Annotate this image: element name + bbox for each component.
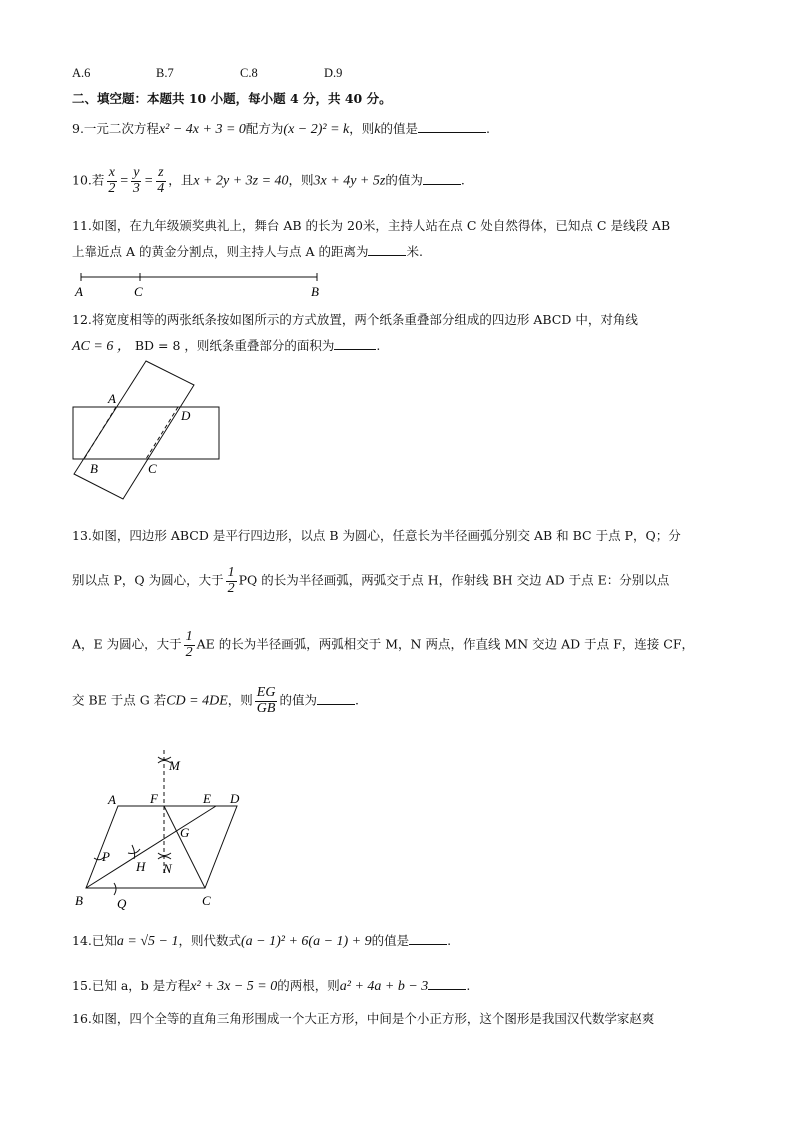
question-9: 9.一元二次方程x² − 4x + 3 = 0配方为(x − 2)² = k，则k的值是 . [72,121,490,137]
ray-be [86,806,216,888]
answer-blank [418,120,486,133]
hidden-edge-ab [84,407,116,459]
segment-figure [72,270,332,300]
label-b: B [75,893,83,908]
label-c: C [134,284,143,299]
paper-strips-figure [70,358,230,500]
label-b: B [90,461,98,476]
label-f: F [150,791,158,806]
question-15: 15.已知 a，b 是方程x² + 3x − 5 = 0的两根，则a² + 4a + b − 3 . [72,978,471,994]
question-10: 10.若 $\frac{x}{2}$ = $\frac{y}{3}$ = $\frac{z}{4}$ ，且x + 2y + 3z = 40，则3x + 4y + 5z的值为 . [72,165,465,196]
choices-row [72,65,408,81]
arc-n-1 [158,853,171,856]
label-a: A [75,284,83,299]
question-14: 14.已知a = √5 − 1，则代数式(a − 1)² + 6(a − 1) + 9的值是 . [72,933,452,949]
label-h: H [136,859,146,874]
answer-blank [334,337,376,350]
answer-blank [428,977,466,990]
arc-h-2 [132,845,135,859]
label-a: A [108,391,116,406]
section-title: 二、填空题：本题共 10 小题，每小题 4 分，共 40 分。 [72,91,392,106]
choice-a: A.6 [72,66,91,80]
tilted-strip [74,361,194,499]
parallelogram-figure [70,745,260,910]
answer-blank [423,172,461,185]
label-d: D [230,791,240,806]
question-13-line4: 交 BE 于点 G 若CD = 4DE，则 $\frac{EG}{GB}$ 的值为 . [72,685,359,716]
question-12-line1: 12.将宽度相等的两张纸条按如图所示的方式放置，两个纸条重叠部分组成的四边形 ABCD 中，对角线 [72,312,638,327]
hidden-edge-dc [146,407,178,459]
arc-q [114,883,116,895]
question-13-line2: 别以点 P，Q 为圆心，大于 $\frac{1}{2}$ PQ 的长为半径画弧，两弧交于点 H，作射线 BH 交边 AD 于点 E：分别以点 [72,565,670,596]
question-13-line1: 13.如图，四边形 ABCD 是平行四边形，以点 B 为圆心，任意长为半径画弧分别交 AB 和 BC 于点 P，Q；分 [72,528,681,543]
label-q: Q [117,896,127,910]
label-d: D [181,408,191,423]
answer-blank [368,243,406,256]
choice-c: C.8 [240,66,258,80]
parallelogram-abcd [86,806,237,888]
answer-blank [409,932,447,945]
question-12-line2: AC = 6 ， BD = 8 ，则纸条重叠部分的面积为 . [72,338,381,354]
question-11-line2: 上靠近点 A 的黄金分割点，则主持人与点 A 的距离为 米. [72,244,423,259]
label-g: G [180,825,190,840]
choice-b: B.7 [156,66,174,80]
label-e: E [203,791,211,806]
question-16: 16.如图，四个全等的直角三角形围成一个大正方形，中间是个小正方形，这个图形是我国汉代数学家赵爽 [72,1011,655,1026]
question-13-line3: A，E 为圆心，大于 $\frac{1}{2}$ AE 的长为半径画弧，两弧相交于 M，N 两点，作直线 MN 交边 AD 于点 F，连接 CF， [72,629,694,660]
label-n: N [163,861,172,876]
label-c: C [202,893,211,908]
label-b: B [311,284,319,299]
label-p: P [102,849,110,864]
label-a: A [108,792,116,807]
answer-blank [317,692,355,705]
label-m: M [169,758,180,773]
horizontal-strip [73,407,219,459]
question-11-line1: 11.如图，在九年级颁奖典礼上，舞台 AB 的长为 20米，主持人站在点 C 处自然得体，已知点 C 是线段 AB [72,218,671,233]
label-c: C [148,461,157,476]
choice-d: D.9 [324,66,343,80]
